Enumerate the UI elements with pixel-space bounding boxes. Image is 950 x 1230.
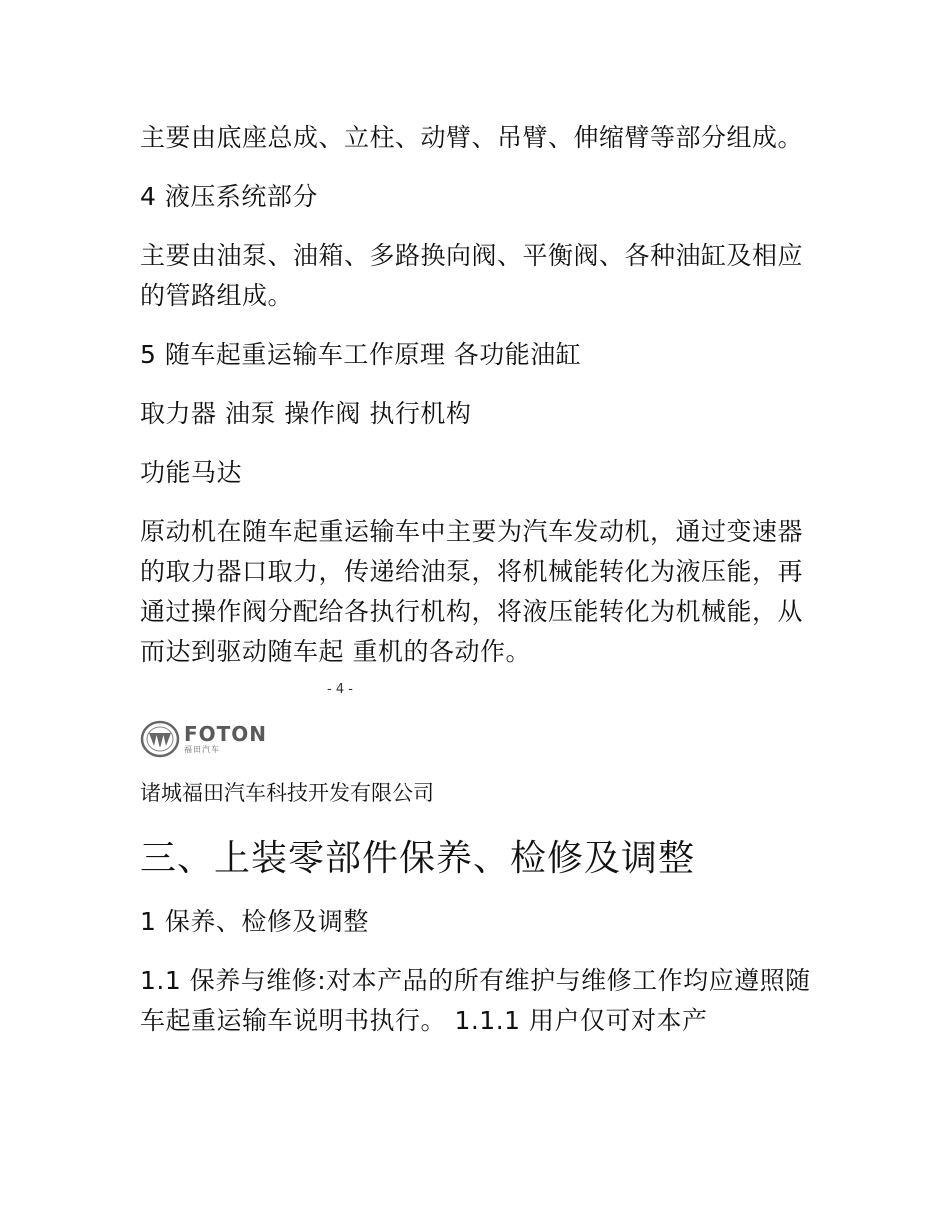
- paragraph-working-principle-heading: 5 随车起重运输车工作原理 各功能油缸: [140, 340, 582, 369]
- company-name: 诸城福田汽车科技开发有限公司: [140, 781, 434, 805]
- paragraph-principle-description: 原动机在随车起重运输车中主要为汽车发动机，通过变速器的取力器口取力，传递给油泵，将机械能转化为液压能，再通过操作阀分配给各执行机构，将液压能转化为机械能，从而达到驱动随车起 重机的各动作。: [140, 517, 804, 666]
- paragraph-flow-chain: 取力器 油泵 操作阀 执行机构: [140, 399, 472, 428]
- document-page: [140, 118, 820, 1060]
- paragraph-maintenance-heading: 1 保养、检修及调整: [140, 907, 369, 936]
- page-number: - 4 -: [327, 682, 353, 697]
- paragraph-crane-components: 主要由底座总成、立柱、动臂、吊臂、伸缩臂等部分组成。: [140, 123, 804, 152]
- paragraph-function-motor: 功能马达: [140, 458, 243, 487]
- logo-text: [184, 724, 267, 754]
- logo-subtitle: 福田汽车: [184, 745, 220, 754]
- paragraph-hydraulic-heading: 4 液压系统部分: [140, 182, 318, 211]
- company-logo: [140, 714, 820, 764]
- paragraph-hydraulic-components: 主要由油泵、油箱、多路换向阀、平衡阀、各种油缸及相应的管路组成。: [140, 241, 804, 310]
- logo-brand: FOTON: [184, 722, 268, 746]
- section-title: 三、上装零部件保养、检修及调整: [140, 838, 696, 879]
- paragraph-maintenance-text: 1.1 保养与维修:对本产品的所有维护与维修工作均应遵照随车起重运输车说明书执行。 1.1.1 用户仅可对本产: [140, 966, 811, 1035]
- foton-emblem-icon: [140, 719, 180, 759]
